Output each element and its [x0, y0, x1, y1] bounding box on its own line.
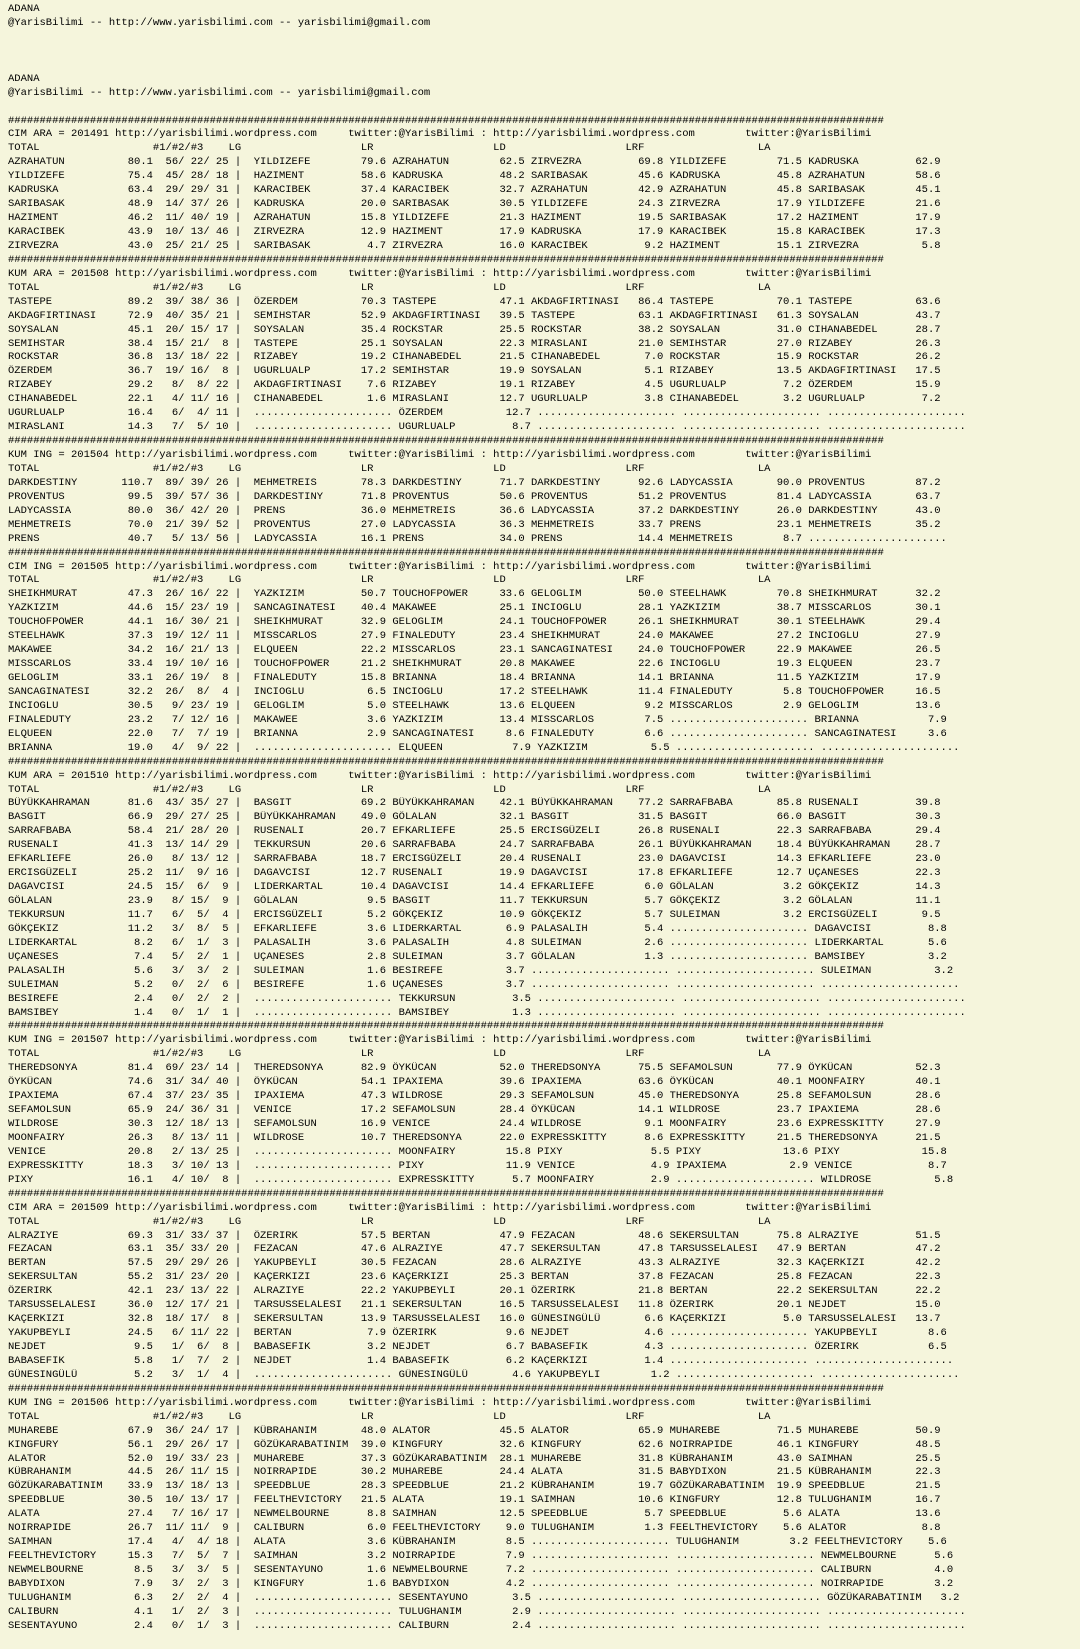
table-row: YILDIZEFE 75.4 45/ 28/ 18 | HAZIMENT 58.6 KADRUSKA 48.2 SARIBASAK 45.6 KADRUSKA 45.8 AZRAHATUN 58.6	[8, 170, 941, 183]
table-row: SOYSALAN 45.1 20/ 15/ 17 | SOYSALAN 35.4 ROCKSTAR 25.5 ROCKSTAR 38.2 SOYSALAN 31.0 CIHANABEDEL 28.7	[8, 323, 941, 336]
table-row: ZIRVEZRA 43.0 25/ 21/ 25 | SARIBASAK 4.7 ZIRVEZRA 16.0 KARACIBEK 9.2 HAZIMENT 15.1 ZIRVEZRA 5.8	[8, 239, 941, 252]
table-row: SEMIHSTAR 38.4 15/ 21/ 8 | TASTEPE 25.1 SOYSALAN 22.3 MIRASLANI 21.0 SEMIHSTAR 27.0 RIZABEY 26.3	[8, 337, 941, 350]
table-row: NOIRRAPIDE 26.7 11/ 11/ 9 | CALIBURN 6.0 FEELTHEVICTORY 9.0 TULUGHANIM 1.3 FEELTHEVICTORY 5.6 ALATOR 8.8	[8, 1522, 941, 1535]
city-title: ADANA	[8, 3, 40, 15]
table-row: KAÇERKIZI 32.8 18/ 17/ 8 | SEKERSULTAN 13.9 TARSUSSELALESI 16.0 GÜNESINGÜLÜ 6.6 KAÇERKIZI 5.0 TARSUSSELALESI 13.7	[8, 1313, 941, 1326]
separator-line: ###########################################################################################################################################	[8, 546, 884, 559]
table-row: KADRUSKA 63.4 29/ 29/ 31 | KARACIBEK 37.4 KARACIBEK 32.7 AZRAHATUN 42.9 AZRAHATUN 45.8 SARIBASAK 45.1	[8, 184, 941, 197]
separator-line: ###########################################################################################################################################	[8, 1187, 884, 1200]
race-section	[8, 1383, 1072, 1634]
race-title: KUM ARA = 201508 http://yarisbilimi.wordpress.com twitter:@YarisBilimi : http://yarisbilimi.wordpress.com twitter:@YarisBilimi	[8, 267, 872, 280]
table-row: MOONFAIRY 26.3 8/ 13/ 11 | WILDROSE 10.7 THEREDSONYA 22.0 EXPRESSKITTY 8.6 EXPRESSKITTY 21.5 THEREDSONYA 21.5	[8, 1131, 941, 1144]
table-row: BERTAN 57.5 29/ 29/ 26 | YAKUPBEYLI 30.5 FEZACAN 28.6 ALRAZIYE 43.3 ALRAZIYE 32.3 KAÇERKIZI 42.2	[8, 1257, 941, 1270]
race-title: KUM ING = 201506 http://yarisbilimi.wordpress.com twitter:@YarisBilimi : http://yarisbilimi.wordpress.com twitter:@YarisBilimi	[8, 1396, 872, 1409]
race-sections	[8, 115, 1072, 1634]
table-row: ELQUEEN 22.0 7/ 7/ 19 | BRIANNA 2.9 SANCAGINATESI 8.6 FINALEDUTY 6.6 ...................... SANCAGINATESI 3.6	[8, 727, 947, 740]
separator-line: ###########################################################################################################################################	[8, 435, 884, 448]
table-row: ALATA 27.4 7/ 16/ 17 | NEWMELBOURNE 8.8 SAIMHAN 12.5 SPEEDBLUE 5.7 SPEEDBLUE 5.6 ALATA 13.6	[8, 1508, 941, 1521]
table-row: THEREDSONYA 81.4 69/ 23/ 14 | THEREDSONYA 82.9 ÖYKÜCAN 52.0 THEREDSONYA 75.5 SEFAMOLSUN 77.9 ÖYKÜCAN 52.3	[8, 1062, 941, 1075]
table-row: DARKDESTINY 110.7 89/ 39/ 26 | MEHMETREIS 78.3 DARKDESTINY 71.7 DARKDESTINY 92.6 LADYCASSIA 90.0 PROVENTUS 87.2	[8, 476, 941, 489]
table-row: RIZABEY 29.2 8/ 8/ 22 | AKDAGFIRTINASI 7.6 RIZABEY 19.1 RIZABEY 4.5 UGURLUALP 7.2 ÖZERDEM 15.9	[8, 379, 941, 392]
table-row: BABASEFIK 5.8 1/ 7/ 2 | NEJDET 1.4 BABASEFIK 6.2 KAÇERKIZI 1.4 ...................... ......................	[8, 1354, 954, 1367]
table-header-row: TOTAL #1/#2/#3 LG LR LD LRF LA	[8, 574, 771, 587]
table-row: ERCISGÜZELI 25.2 11/ 9/ 16 | DAGAVCISI 12.7 RUSENALI 19.9 DAGAVCISI 17.8 EFKARLIEFE 12.7 UÇANESES 22.3	[8, 867, 941, 880]
race-title: KUM ARA = 201510 http://yarisbilimi.wordpress.com twitter:@YarisBilimi : http://yarisbilimi.wordpress.com twitter:@YarisBilimi	[8, 769, 872, 782]
race-section	[8, 115, 1072, 254]
table-row: DAGAVCISI 24.5 15/ 6/ 9 | LIDERKARTAL 10.4 DAGAVCISI 14.4 EFKARLIEFE 6.0 GÖLALAN 3.2 GÖKÇEKIZ 14.3	[8, 881, 941, 894]
table-row: TULUGHANIM 6.3 2/ 2/ 4 | ...................... SESENTAYUNO 3.5 ...................... ...................... GÖZÜKARABATINIM 3.2	[8, 1591, 960, 1604]
race-section	[8, 547, 1072, 756]
table-row: INCIOGLU 30.5 9/ 23/ 19 | GELOGLIM 5.0 STEELHAWK 13.6 ELQUEEN 9.2 MISSCARLOS 2.9 GELOGLIM 13.6	[8, 699, 941, 712]
table-row: BABYDIXON 7.9 3/ 2/ 3 | KINGFURY 1.6 BABYDIXON 4.2 ...................... ...................... NOIRRAPIDE 3.2	[8, 1577, 954, 1590]
table-row: CALIBURN 4.1 1/ 2/ 3 | ...................... TULUGHANIM 2.9 ...................... ...................... ......................	[8, 1605, 966, 1618]
table-row: KINGFURY 56.1 29/ 26/ 17 | GÖZÜKARABATINIM 39.0 KINGFURY 32.6 KINGFURY 62.6 NOIRRAPIDE 46.1 KINGFURY 48.5	[8, 1438, 941, 1451]
table-row: WILDROSE 30.3 12/ 18/ 13 | SEFAMOLSUN 16.9 VENICE 24.4 WILDROSE 9.1 MOONFAIRY 23.6 EXPRESSKITTY 27.9	[8, 1118, 941, 1130]
table-row: PRENS 40.7 5/ 13/ 56 | LADYCASSIA 16.1 PRENS 34.0 PRENS 14.4 MEHMETREIS 8.7 ......................	[8, 532, 947, 545]
table-row: SARIBASAK 48.9 14/ 37/ 26 | KADRUSKA 20.0 SARIBASAK 30.5 YILDIZEFE 24.3 ZIRVEZRA 17.9 YILDIZEFE 21.6	[8, 198, 941, 211]
contact-line-repeat: @YarisBilimi -- http://www.yarisbilimi.com -- yarisbilimi@gmail.com	[8, 86, 431, 99]
table-row: AKDAGFIRTINASI 72.9 40/ 35/ 21 | SEMIHSTAR 52.9 AKDAGFIRTINASI 39.5 TASTEPE 63.1 AKDAGFIRTINASI 61.3 SOYSALAN 43.7	[8, 309, 941, 322]
table-row: FINALEDUTY 23.2 7/ 12/ 16 | MAKAWEE 3.6 YAZKIZIM 13.4 MISSCARLOS 7.5 ...................... BRIANNA 7.9	[8, 713, 947, 726]
table-header-row: TOTAL #1/#2/#3 LG LR LD LRF LA	[8, 1410, 771, 1423]
table-row: LADYCASSIA 80.0 36/ 42/ 20 | PRENS 36.0 MEHMETREIS 36.6 LADYCASSIA 37.2 DARKDESTINY 26.0 DARKDESTINY 43.0	[8, 504, 941, 517]
table-header-row: TOTAL #1/#2/#3 LG LR LD LRF LA	[8, 783, 771, 796]
race-section	[8, 1188, 1072, 1383]
table-row: GÖKÇEKIZ 11.2 3/ 8/ 5 | EFKARLIEFE 3.6 LIDERKARTAL 6.9 PALASALIH 5.4 ...................... DAGAVCISI 8.8	[8, 922, 947, 935]
table-row: YAKUPBEYLI 24.5 6/ 11/ 22 | BERTAN 7.9 ÖZERIRK 9.6 NEJDET 4.6 ...................... YAKUPBEYLI 8.6	[8, 1327, 947, 1340]
table-header-row: TOTAL #1/#2/#3 LG LR LD LRF LA	[8, 462, 771, 475]
separator-line: ###########################################################################################################################################	[8, 1382, 884, 1395]
separator-line: ###########################################################################################################################################	[8, 253, 884, 266]
table-row: TEKKURSUN 11.7 6/ 5/ 4 | ERCISGÜZELI 5.2 GÖKÇEKIZ 10.9 GÖKÇEKIZ 5.7 SULEIMAN 3.2 ERCISGÜZELI 9.5	[8, 908, 941, 921]
separator-line: ###########################################################################################################################################	[8, 114, 884, 127]
table-row: FEELTHEVICTORY 15.3 7/ 5/ 7 | SAIMHAN 3.2 NOIRRAPIDE 7.9 ...................... ...................... NEWMELBOURNE 5.6	[8, 1550, 954, 1563]
table-row: RUSENALI 41.3 13/ 14/ 29 | TEKKURSUN 20.6 SARRAFBABA 24.7 SARRAFBABA 26.1 BÜYÜKKAHRAMAN 18.4 BÜYÜKKAHRAMAN 28.7	[8, 839, 941, 852]
table-row: ROCKSTAR 36.8 13/ 18/ 22 | RIZABEY 19.2 CIHANABEDEL 21.5 CIHANABEDEL 7.0 ROCKSTAR 15.9 ROCKSTAR 26.2	[8, 351, 941, 364]
table-row: YAZKIZIM 44.6 15/ 23/ 19 | SANCAGINATESI 40.4 MAKAWEE 25.1 INCIOGLU 28.1 YAZKIZIM 38.7 MISSCARLOS 30.1	[8, 602, 941, 615]
table-row: SARRAFBABA 58.4 21/ 28/ 20 | RUSENALI 20.7 EFKARLIEFE 25.5 ERCISGÜZELI 26.8 RUSENALI 22.3 SARRAFBABA 29.4	[8, 825, 941, 838]
table-row: BASGIT 66.9 29/ 27/ 25 | BÜYÜKKAHRAMAN 49.0 GÖLALAN 32.1 BASGIT 31.5 BASGIT 66.0 BASGIT 30.3	[8, 811, 941, 824]
table-row: GELOGLIM 33.1 26/ 19/ 8 | FINALEDUTY 15.8 BRIANNA 18.4 BRIANNA 14.1 BRIANNA 11.5 YAZKIZIM 17.9	[8, 672, 941, 684]
table-row: PIXY 16.1 4/ 10/ 8 | ...................... EXPRESSKITTY 5.7 MOONFAIRY 2.9 ...................... WILDROSE 5.8	[8, 1173, 954, 1186]
race-section	[8, 756, 1072, 1021]
table-row: ALRAZIYE 69.3 31/ 33/ 37 | ÖZERIRK 57.5 BERTAN 47.9 FEZACAN 48.6 SEKERSULTAN 75.8 ALRAZIYE 51.5	[8, 1229, 941, 1242]
table-row: KÜBRAHANIM 44.5 26/ 11/ 15 | NOIRRAPIDE 30.2 MUHAREBE 24.4 ALATA 31.5 BABYDIXON 21.5 KÜBRAHANIM 22.3	[8, 1466, 941, 1479]
table-row: MAKAWEE 34.2 16/ 21/ 13 | ELQUEEN 22.2 MISSCARLOS 23.1 SANCAGINATESI 24.0 TOUCHOFPOWER 22.9 MAKAWEE 26.5	[8, 644, 941, 657]
table-row: BRIANNA 19.0 4/ 9/ 22 | ...................... ELQUEEN 7.9 YAZKIZIM 5.5 ...................... ......................	[8, 741, 960, 754]
table-row: TOUCHOFPOWER 44.1 16/ 30/ 21 | SHEIKHMURAT 32.9 GELOGLIM 24.1 TOUCHOFPOWER 26.1 SHEIKHMURAT 30.1 STEELHAWK 29.4	[8, 616, 941, 629]
table-row: BÜYÜKKAHRAMAN 81.6 43/ 35/ 27 | BASGIT 69.2 BÜYÜKKAHRAMAN 42.1 BÜYÜKKAHRAMAN 77.2 SARRAFBABA 85.8 RUSENALI 39.8	[8, 797, 941, 810]
city-title-repeat: ADANA	[8, 72, 40, 85]
table-row: PROVENTUS 99.5 39/ 57/ 36 | DARKDESTINY 71.8 PROVENTUS 50.6 PROVENTUS 51.2 PROVENTUS 81.4 LADYCASSIA 63.7	[8, 490, 941, 503]
table-row: MEHMETREIS 70.0 21/ 39/ 52 | PROVENTUS 27.0 LADYCASSIA 36.3 MEHMETREIS 33.7 PRENS 23.1 MEHMETREIS 35.2	[8, 518, 941, 531]
race-title: CIM ING = 201505 http://yarisbilimi.wordpress.com twitter:@YarisBilimi : http://yarisbilimi.wordpress.com twitter:@YarisBilimi	[8, 560, 872, 573]
table-row: KARACIBEK 43.9 10/ 13/ 46 | ZIRVEZRA 12.9 HAZIMENT 17.9 KADRUSKA 17.9 KARACIBEK 15.8 KARACIBEK 17.3	[8, 226, 941, 238]
table-row: HAZIMENT 46.2 11/ 40/ 19 | AZRAHATUN 15.8 YILDIZEFE 21.3 HAZIMENT 19.5 SARIBASAK 17.2 HAZIMENT 17.9	[8, 212, 941, 225]
table-row: MISSCARLOS 33.4 19/ 10/ 16 | TOUCHOFPOWER 21.2 SHEIKHMURAT 20.8 MAKAWEE 22.6 INCIOGLU 19.3 ELQUEEN 23.7	[8, 658, 941, 671]
table-row: TARSUSSELALESI 36.0 12/ 17/ 21 | TARSUSSELALESI 21.1 SEKERSULTAN 16.5 TARSUSSELALESI 11.8 ÖZERIRK 20.1 NEJDET 15.0	[8, 1299, 941, 1312]
table-row: UÇANESES 7.4 5/ 2/ 1 | UÇANESES 2.8 SULEIMAN 3.7 GÖLALAN 1.3 ...................... BAMSIBEY 3.2	[8, 950, 947, 963]
table-header-row: TOTAL #1/#2/#3 LG LR LD LRF LA	[8, 1215, 771, 1228]
table-row: AZRAHATUN 80.1 56/ 22/ 25 | YILDIZEFE 79.6 AZRAHATUN 62.5 ZIRVEZRA 69.8 YILDIZEFE 71.5 KADRUSKA 62.9	[8, 156, 941, 169]
contact-line: @YarisBilimi -- http://www.yarisbilimi.com -- yarisbilimi@gmail.com	[8, 16, 431, 29]
table-row: IPAXIEMA 67.4 37/ 23/ 35 | IPAXIEMA 47.3 WILDROSE 29.3 SEFAMOLSUN 45.0 THEREDSONYA 25.8 SEFAMOLSUN 28.6	[8, 1090, 941, 1103]
race-section	[8, 435, 1072, 547]
table-row: SHEIKHMURAT 47.3 26/ 16/ 22 | YAZKIZIM 50.7 TOUCHOFPOWER 33.6 GELOGLIM 50.0 STEELHAWK 70.8 SHEIKHMURAT 32.2	[8, 588, 941, 601]
table-row: BESIREFE 2.4 0/ 2/ 2 | ...................... TEKKURSUN 3.5 ...................... ...................... ......................	[8, 992, 966, 1005]
table-row: UGURLUALP 16.4 6/ 4/ 11 | ...................... ÖZERDEM 12.7 ...................... ...................... ......................	[8, 407, 966, 420]
race-section	[8, 254, 1072, 435]
race-title: KUM ING = 201504 http://yarisbilimi.wordpress.com twitter:@YarisBilimi : http://yarisbilimi.wordpress.com twitter:@YarisBilimi	[8, 449, 872, 461]
table-row: SESENTAYUNO 2.4 0/ 1/ 3 | ...................... CALIBURN 2.4 ...................... ...................... ......................	[8, 1619, 966, 1632]
race-title: CIM ARA = 201509 http://yarisbilimi.wordpress.com twitter:@YarisBilimi : http://yarisbilimi.wordpress.com twitter:@YarisBilimi	[8, 1201, 872, 1214]
table-row: BAMSIBEY 1.4 0/ 1/ 1 | ...................... BAMSIBEY 1.3 ...................... ...................... ......................	[8, 1006, 966, 1019]
table-row: STEELHAWK 37.3 19/ 12/ 11 | MISSCARLOS 27.9 FINALEDUTY 23.4 SHEIKHMURAT 24.0 MAKAWEE 27.2 INCIOGLU 27.9	[8, 630, 941, 643]
table-header-row: TOTAL #1/#2/#3 LG LR LD LRF LA	[8, 142, 771, 155]
table-row: FEZACAN 63.1 35/ 33/ 20 | FEZACAN 47.6 ALRAZIYE 47.7 SEKERSULTAN 47.8 TARSUSSELALESI 47.9 BERTAN 47.2	[8, 1243, 941, 1256]
table-row: SEKERSULTAN 55.2 31/ 23/ 20 | KAÇERKIZI 23.6 KAÇERKIZI 25.3 BERTAN 37.8 FEZACAN 25.8 FEZACAN 22.3	[8, 1271, 941, 1284]
table-row: SEFAMOLSUN 65.9 24/ 36/ 31 | VENICE 17.2 SEFAMOLSUN 28.4 ÖYKÜCAN 14.1 WILDROSE 23.7 IPAXIEMA 28.6	[8, 1104, 941, 1117]
table-header-row: TOTAL #1/#2/#3 LG LR LD LRF LA	[8, 281, 771, 294]
table-row: PALASALIH 5.6 3/ 3/ 2 | SULEIMAN 1.6 BESIREFE 3.7 ...................... ...................... SULEIMAN 3.2	[8, 964, 954, 977]
table-row: LIDERKARTAL 8.2 6/ 1/ 3 | PALASALIH 3.6 PALASALIH 4.8 SULEIMAN 2.6 ...................... LIDERKARTAL 5.6	[8, 936, 947, 949]
table-row: ÖYKÜCAN 74.6 31/ 34/ 40 | ÖYKÜCAN 54.1 IPAXIEMA 39.6 IPAXIEMA 63.6 ÖYKÜCAN 40.1 MOONFAIRY 40.1	[8, 1076, 941, 1089]
table-row: SAIMHAN 17.4 4/ 4/ 18 | ALATA 3.6 KÜBRAHANIM 8.5 ...................... TULUGHANIM 3.2 FEELTHEVICTORY 5.6	[8, 1536, 947, 1549]
table-row: VENICE 20.8 2/ 13/ 25 | ...................... MOONFAIRY 15.8 PIXY 5.5 PIXY 13.6 PIXY 15.8	[8, 1145, 947, 1158]
race-title: KUM ING = 201507 http://yarisbilimi.wordpress.com twitter:@YarisBilimi : http://yarisbilimi.wordpress.com twitter:@YarisBilimi	[8, 1034, 872, 1047]
table-row: SANCAGINATESI 32.2 26/ 8/ 4 | INCIOGLU 6.5 INCIOGLU 17.2 STEELHAWK 11.4 FINALEDUTY 5.8 TOUCHOFPOWER 16.5	[8, 685, 941, 698]
table-row: CIHANABEDEL 22.1 4/ 11/ 16 | CIHANABEDEL 1.6 MIRASLANI 12.7 UGURLUALP 3.8 CIHANABEDEL 3.2 UGURLUALP 7.2	[8, 393, 941, 406]
table-row: SPEEDBLUE 30.5 10/ 13/ 17 | FEELTHEVICTORY 21.5 ALATA 19.1 SAIMHAN 10.6 KINGFURY 12.8 TULUGHANIM 16.7	[8, 1494, 941, 1507]
table-row: GÖZÜKARABATINIM 33.9 13/ 18/ 13 | SPEEDBLUE 28.3 SPEEDBLUE 21.2 KÜBRAHANIM 19.7 GÖZÜKARABATINIM 19.9 SPEEDBLUE 21.5	[8, 1480, 941, 1493]
separator-line: ###########################################################################################################################################	[8, 1020, 884, 1033]
table-row: ALATOR 52.0 19/ 33/ 23 | MUHAREBE 37.3 GÖZÜKARABATINIM 28.1 MUHAREBE 31.8 KÜBRAHANIM 43.0 SAIMHAN 25.5	[8, 1452, 941, 1465]
table-row: ÖZERIRK 42.1 23/ 13/ 22 | ALRAZIYE 22.2 YAKUPBEYLI 20.1 ÖZERIRK 21.8 BERTAN 22.2 SEKERSULTAN 22.2	[8, 1285, 941, 1298]
table-row: ÖZERDEM 36.7 19/ 16/ 8 | UGURLUALP 17.2 SEMIHSTAR 19.9 SOYSALAN 5.1 RIZABEY 13.5 AKDAGFIRTINASI 17.5	[8, 365, 941, 378]
table-row: MUHAREBE 67.9 36/ 24/ 17 | KÜBRAHANIM 48.0 ALATOR 45.5 ALATOR 65.9 MUHAREBE 71.5 MUHAREBE 50.9	[8, 1424, 941, 1437]
table-row: NEJDET 9.5 1/ 6/ 8 | BABASEFIK 3.2 NEJDET 6.7 BABASEFIK 4.3 ...................... ÖZERIRK 6.5	[8, 1341, 947, 1353]
separator-line: ###########################################################################################################################################	[8, 755, 884, 768]
table-row: EFKARLIEFE 26.0 8/ 13/ 12 | SARRAFBABA 18.7 ERCISGÜZELI 20.4 RUSENALI 23.0 DAGAVCISI 14.3 EFKARLIEFE 23.0	[8, 853, 941, 866]
race-section	[8, 1020, 1072, 1187]
table-row: NEWMELBOURNE 8.5 3/ 3/ 5 | SESENTAYUNO 1.6 NEWMELBOURNE 7.2 ...................... ...................... CALIBURN 4.0	[8, 1564, 954, 1576]
table-row: TASTEPE 89.2 39/ 38/ 36 | ÖZERDEM 70.3 TASTEPE 47.1 AKDAGFIRTINASI 86.4 TASTEPE 70.1 TASTEPE 63.6	[8, 295, 941, 308]
race-title: CIM ARA = 201491 http://yarisbilimi.wordpress.com twitter:@YarisBilimi : http://yarisbilimi.wordpress.com twitter:@YarisBilimi	[8, 128, 872, 141]
table-row: EXPRESSKITTY 18.3 3/ 10/ 13 | ...................... PIXY 11.9 VENICE 4.9 IPAXIEMA 2.9 VENICE 8.7	[8, 1159, 947, 1172]
table-row: GÜNESINGÜLÜ 5.2 3/ 1/ 4 | ...................... GÜNESINGÜLÜ 4.6 YAKUPBEYLI 1.2 ...................... ......................	[8, 1368, 960, 1381]
table-row: MIRASLANI 14.3 7/ 5/ 10 | ...................... UGURLUALP 8.7 ...................... ...................... ......................	[8, 421, 966, 434]
table-header-row: TOTAL #1/#2/#3 LG LR LD LRF LA	[8, 1048, 771, 1061]
table-row: SULEIMAN 5.2 0/ 2/ 6 | BESIREFE 1.6 UÇANESES 3.7 ...................... ...................... ......................	[8, 978, 960, 991]
table-row: GÖLALAN 23.9 8/ 15/ 9 | GÖLALAN 9.5 BASGIT 11.7 TEKKURSUN 5.7 GÖKÇEKIZ 3.2 GÖLALAN 11.1	[8, 895, 941, 907]
